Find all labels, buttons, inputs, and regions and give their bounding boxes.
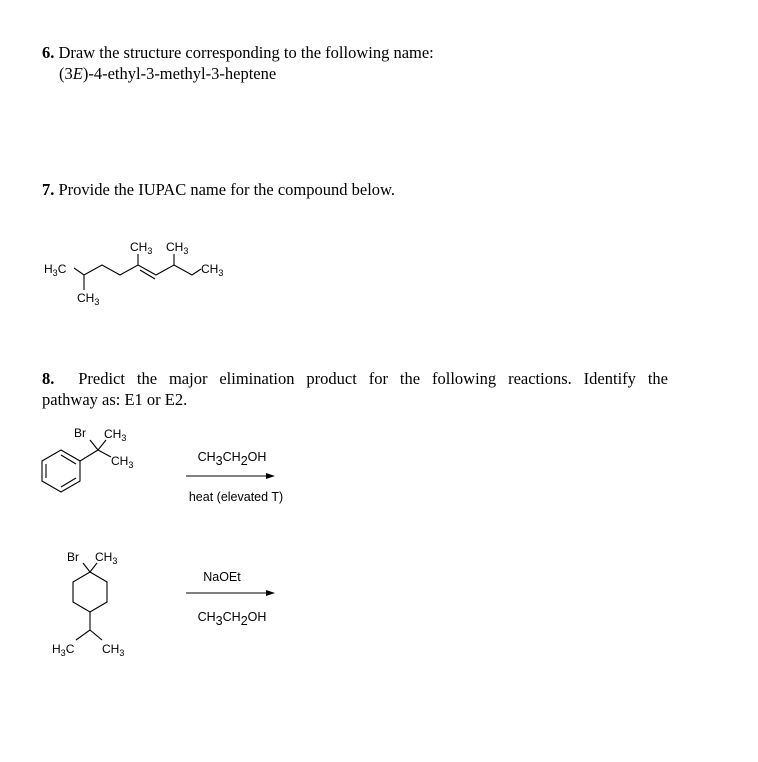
- reaction-2-arrow-head: [266, 590, 275, 596]
- reaction-1-reagent-below: heat (elevated T): [188, 490, 284, 504]
- reaction-2-ch3-bottom-label: CH3: [102, 642, 125, 658]
- reaction-1-ch3-label-b: CH3: [111, 454, 134, 470]
- reaction-2-reagent-below: CH3CH2OH: [197, 610, 267, 628]
- question-8-prompt-line2: pathway as: E1 or E2.: [42, 390, 188, 409]
- question-6-prompt: Draw the structure corresponding to the following name:: [58, 43, 434, 62]
- reaction-2-reagent-above: NaOEt: [203, 570, 241, 584]
- name-prefix: (3: [59, 64, 73, 83]
- q7-label-ch3-top-b: CH3: [166, 240, 189, 256]
- name-stereo-descriptor: E: [72, 64, 83, 83]
- question-8-prompt-text: Predict the major elimination product for the following reactions. Identify the: [78, 369, 668, 388]
- c-br-bond-2: [83, 563, 90, 572]
- reaction-2-substrate: [52, 550, 124, 658]
- q7-label-ch3-top-a: CH3: [130, 240, 153, 256]
- q7-label-ch3-right: CH3: [201, 262, 224, 278]
- question-8-number: 8.: [42, 369, 55, 388]
- cyclohexane-ring: [73, 572, 107, 612]
- reaction-1-reagent-above: CH3CH2OH: [197, 450, 267, 468]
- reaction-1-ch3-label-a: CH3: [104, 427, 127, 443]
- question-7-number: 7.: [42, 180, 55, 199]
- c-ch3-bond-2: [90, 563, 97, 572]
- isopropyl-bond-right: [90, 630, 102, 640]
- q7-label-h3c-left: H3C: [44, 262, 67, 278]
- question-6-number: 6.: [42, 43, 55, 62]
- isopropyl-bond-left: [76, 630, 90, 640]
- reaction-2-h3c-label: H3C: [52, 642, 75, 658]
- reaction-2-br-label: Br: [67, 550, 79, 564]
- name-suffix: )-4-ethyl-3-methyl-3-heptene: [82, 64, 277, 83]
- reaction-2-arrow: [186, 590, 275, 596]
- q7-label-ch3-bottom: CH3: [77, 291, 100, 307]
- reaction-1-br-label: Br: [74, 426, 86, 440]
- reaction-2-ch3-top-label: CH3: [95, 550, 118, 566]
- question-7-prompt: Provide the IUPAC name for the compound below.: [58, 180, 396, 199]
